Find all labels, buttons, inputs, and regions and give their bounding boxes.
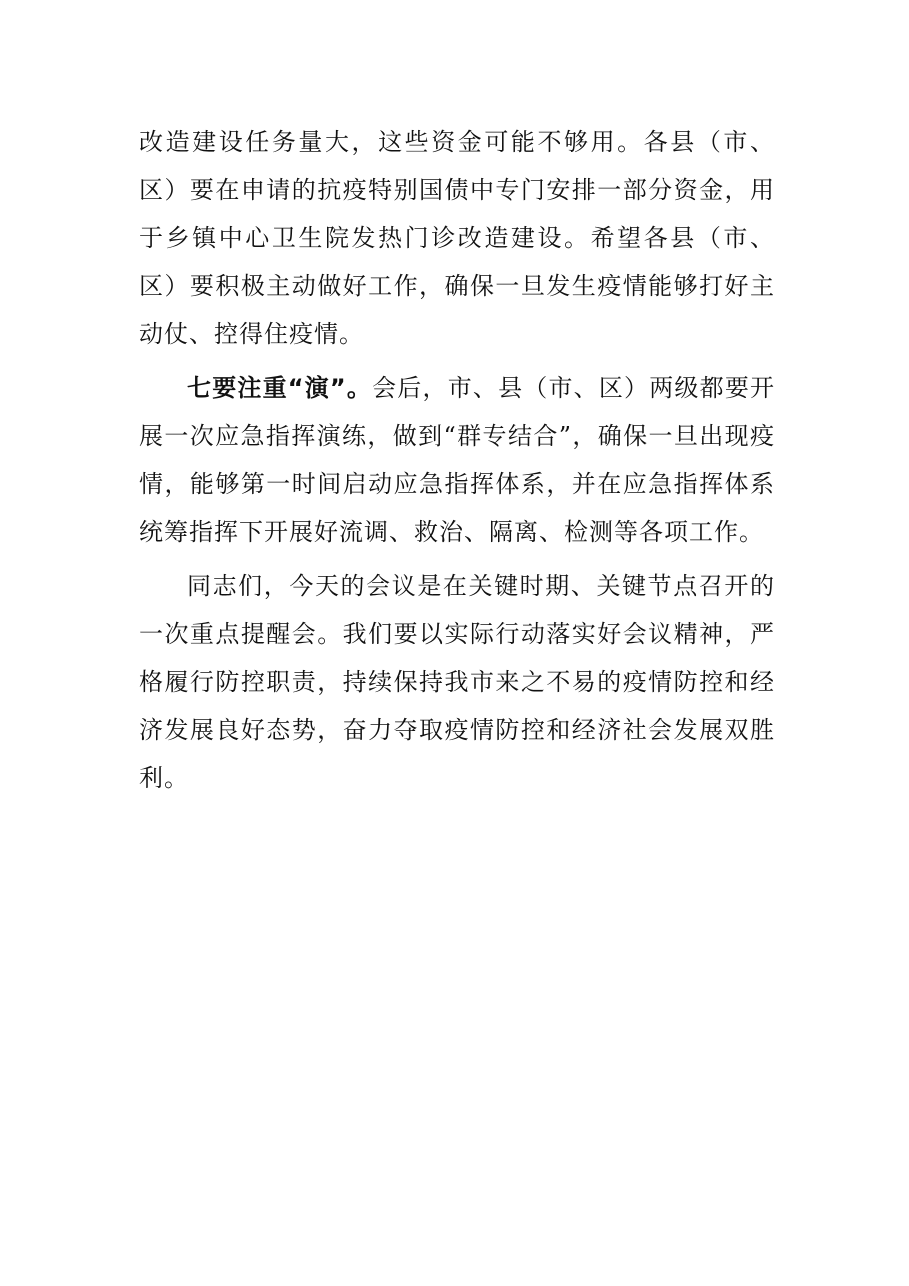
- paragraph-continued: 改造建设任务量大，这些资金可能不够用。各县（市、区）要在申请的抗疫特别国债中专门安排一部分资金，用于乡镇中心卫生院发热门诊改造建设。希望各县（市、区）要积极主动做好工作，确保一旦发生疫情能够打好主动仗、控得住疫情。: [139, 128, 775, 348]
- paragraph-section-seven: [139, 364, 775, 556]
- document-body: [139, 118, 775, 802]
- section-heading-seven: 七要注重“演”。: [187, 374, 373, 402]
- paragraph-closing: 同志们，今天的会议是在关键时期、关键节点召开的一次重点提醒会。我们要以实际行动落实好会议精神，严格履行防控职责，持续保持我市来之不易的疫情防控和经济发展良好态势，奋力夺取疫情防控和经济社会发展双胜利。: [139, 572, 775, 792]
- section-seven-body: 会后，市、县（市、区）两级都要开展一次应急指挥演练，做到“群专结合”，确保一旦出现疫情，能够第一时间启动应急指挥体系，并在应急指挥体系统筹指挥下开展好流调、救治、隔离、检测等各项工作。: [139, 374, 776, 546]
